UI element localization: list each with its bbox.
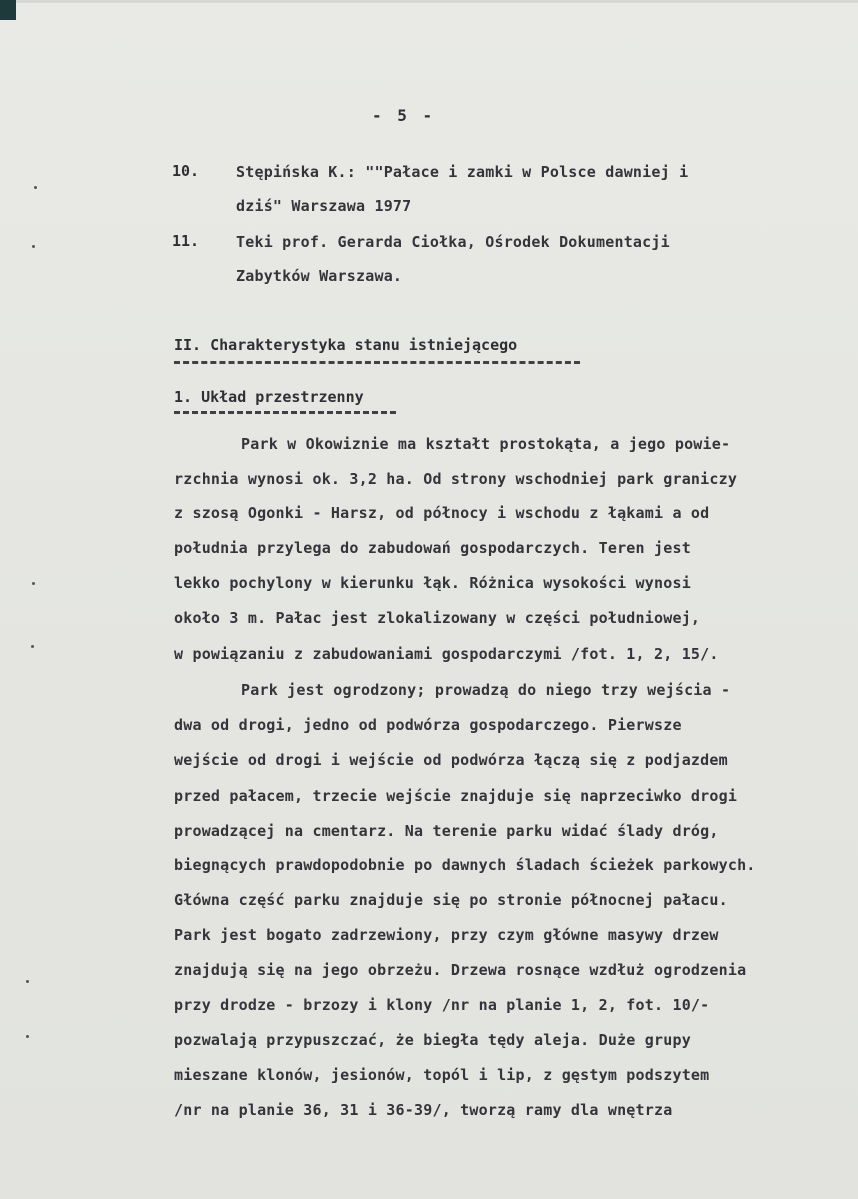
reference-number: 11. — [172, 232, 200, 250]
margin-dot — [31, 645, 34, 648]
margin-dot — [34, 186, 37, 189]
paragraph-line: lekko pochylony w kierunku łąk. Różnica wysokości wynosi — [174, 574, 691, 592]
paragraph-line: Park w Okowiznie ma kształt prostokąta, a jego powie- — [241, 435, 731, 453]
heading-underline — [174, 361, 580, 364]
margin-dot — [32, 582, 35, 585]
margin-dot — [32, 245, 35, 248]
paragraph-line: przed pałacem, trzecie wejście znajduje się naprzeciwko drogi — [174, 787, 738, 805]
scan-corner-mark — [0, 0, 16, 20]
reference-line: dziś" Warszawa 1977 — [236, 197, 412, 215]
paragraph-line: prowadzącej na cmentarz. Na terenie parku widać ślady dróg, — [174, 822, 719, 840]
reference-line: Stępińska K.: ""Pałace i zamki w Polsce dawniej i — [236, 163, 689, 181]
margin-dot — [26, 1035, 29, 1038]
section-heading: II. Charakterystyka stanu istniejącego — [174, 336, 518, 354]
scan-top-edge — [16, 0, 858, 3]
paragraph-line: znajdują się na jego obrzeżu. Drzewa rosnące wzdłuż ogrodzenia — [174, 961, 747, 979]
paragraph-line: /nr na planie 36, 31 i 36-39/, tworzą ramy dla wnętrza — [174, 1101, 673, 1119]
subheading-underline — [174, 411, 396, 414]
paragraph-line: w powiązaniu z zabudowaniami gospodarczymi /fot. 1, 2, 15/. — [174, 645, 719, 663]
paragraph-line: pozwalają przypuszczać, że biegła tędy aleja. Duże grupy — [174, 1031, 691, 1049]
paragraph-line: biegnących prawdopodobnie po dawnych śladach ścieżek parkowych. — [174, 856, 756, 874]
paragraph-line: około 3 m. Pałac jest zlokalizowany w części południowej, — [174, 609, 701, 627]
reference-number: 10. — [172, 162, 200, 180]
paragraph-line: wejście od drogi i wejście od podwórza łączą się z podjazdem — [174, 751, 728, 769]
paragraph-line: Park jest bogato zadrzewiony, przy czym główne masywy drzew — [174, 926, 719, 944]
page-number: - 5 - — [372, 106, 436, 125]
margin-dot — [26, 980, 29, 983]
reference-line: Zabytków Warszawa. — [236, 267, 403, 285]
paragraph-line: Park jest ogrodzony; prowadzą do niego trzy wejścia - — [241, 681, 731, 699]
paragraph-line: Główna część parku znajduje się po stronie północnej pałacu. — [174, 891, 728, 909]
paragraph-line: przy drodze - brzozy i klony /nr na planie 1, 2, fot. 10/- — [174, 996, 710, 1014]
paragraph-line: dwa od drogi, jedno od podwórza gospodarczego. Pierwsze — [174, 716, 682, 734]
paragraph-line: południa przylega do zabudowań gospodarczych. Teren jest — [174, 539, 691, 557]
paragraph-line: rzchnia wynosi ok. 3,2 ha. Od strony wschodniej park graniczy — [174, 470, 738, 488]
reference-line: Teki prof. Gerarda Ciołka, Ośrodek Dokumentacji — [236, 233, 670, 251]
subsection-heading: 1. Układ przestrzenny — [174, 388, 364, 406]
paragraph-line: mieszane klonów, jesionów, topól i lip, z gęstym podszytem — [174, 1066, 710, 1084]
paragraph-line: z szosą Ogonki - Harsz, od północy i wschodu z łąkami a od — [174, 504, 710, 522]
